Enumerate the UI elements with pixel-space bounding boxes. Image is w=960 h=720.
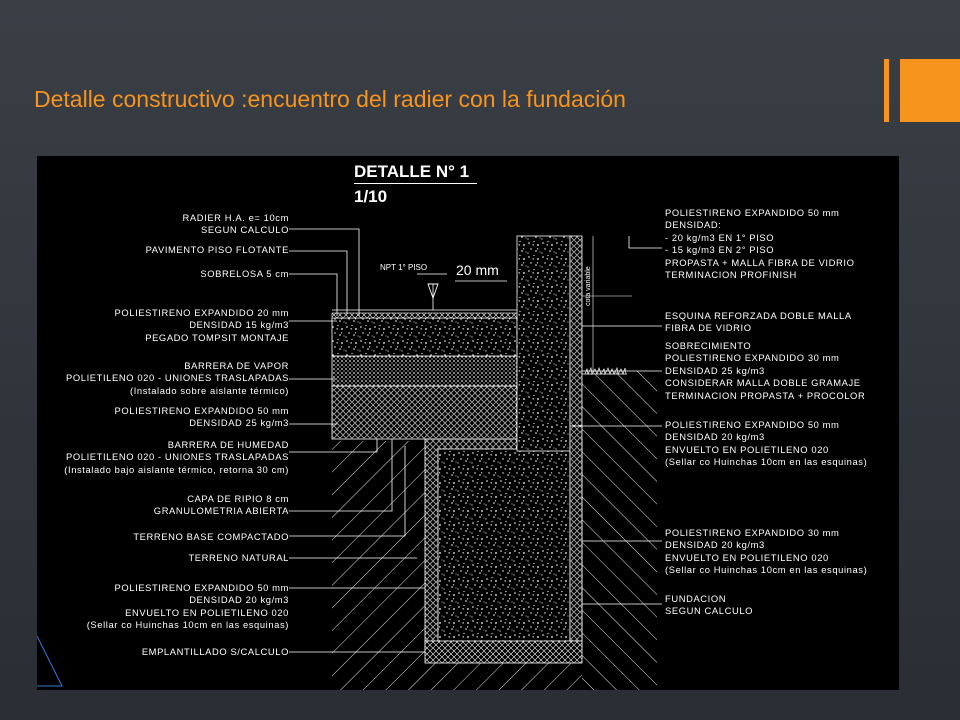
- left-label-sobrelosa: SOBRELOSA 5 cm: [200, 268, 289, 279]
- right-label-poliestireno-30-fund: POLIESTIRENO EXPANDIDO 30 mm DENSIDAD 20 kg/m3 ENVUELTO EN POLIETILENO 020 (Sellar co Huinchas 10cm en las esquinas): [665, 527, 868, 576]
- wall-concrete: [517, 236, 570, 451]
- left-label-radier: RADIER H.A. e= 10cm SEGUN CALCULO: [182, 212, 289, 236]
- foundation-concrete: [438, 449, 570, 649]
- left-label-pavimento: PAVIMENTO PISO FLOTANTE: [145, 244, 289, 255]
- slide-title: Detalle constructivo :encuentro del radier con la fundación: [34, 86, 626, 112]
- right-label-sobrecimiento: SOBRECIMIENTO POLIESTIRENO EXPANDIDO 30 mm DENSIDAD 25 kg/m3 CONSIDERAR MALLA DOBLE GRAMAJE TERMINACION PROPASTA + PROCOLOR: [665, 340, 866, 401]
- polystyrene-layer: [332, 356, 517, 386]
- right-label-fundacion: FUNDACION SEGUN CALCULO: [665, 593, 754, 617]
- cad-drawing: [37, 156, 899, 690]
- slab-layer: [332, 318, 517, 356]
- right-label-poliestireno-muro: POLIESTIRENO EXPANDIDO 50 mm DENSIDAD: - 20 kg/m3 EN 1° PISO - 15 kg/m3 EN 2° PISO PROPASTA + MALLA FIBRA DE VIDRIO TERMINACION PROFINISH: [665, 207, 855, 281]
- floor-finish-layer: [332, 313, 517, 318]
- left-label-terreno-base: TERRENO BASE COMPACTADO: [133, 531, 289, 542]
- detail-title: DETALLE N° 1: [354, 161, 477, 184]
- left-label-emplantillado: EMPLANTILLADO S/CALCULO: [141, 646, 289, 657]
- left-label-poliestireno-50: POLIESTIRENO EXPANDIDO 50 mm DENSIDAD 25 kg/m3: [114, 405, 289, 429]
- accent-bar-thin: [884, 59, 889, 122]
- dimension-label: 20 mm: [456, 262, 499, 278]
- left-label-ripio: CAPA DE RIPIO 8 cm GRANULOMETRIA ABIERTA: [153, 493, 289, 517]
- ucs-marker: [37, 636, 62, 686]
- accent-bar-thick: [900, 59, 960, 122]
- npt-label: NPT 1° PISO: [380, 263, 428, 272]
- left-label-barrera-vapor: BARRERA DE VAPOR POLIETILENO 020 - UNIONES TRASLAPADAS (Instalado sobre aislante térmico): [66, 360, 289, 396]
- wall-insulation: [570, 236, 582, 641]
- right-label-poliestireno-50-fund: POLIESTIRENO EXPANDIDO 50 mm DENSIDAD 20 kg/m3 ENVUELTO EN POLIETILENO 020 (Sellar co Huinchas 10cm en las esquinas): [665, 419, 868, 468]
- right-label-esquina: ESQUINA REFORZADA DOBLE MALLA FIBRA DE VIDRIO: [665, 310, 852, 334]
- left-label-poliestireno-fundacion: POLIESTIRENO EXPANDIDO 50 mm DENSIDAD 20 kg/m3 ENVUELTO EN POLIETILENO 020 (Sellar co Huinchas 10cm en las esquinas): [86, 582, 289, 631]
- left-label-barrera-humedad: BARRERA DE HUMEDAD POLIETILENO 020 - UNIONES TRASLAPADAS (Instalado bajo aislante térmico, retorna 30 cm): [64, 439, 289, 475]
- left-label-poliestireno-20: POLIESTIRENO EXPANDIDO 20 mm DENSIDAD 15 kg/m3 PEGADO TOMPSIT MONTAJE: [114, 307, 289, 343]
- gravel-layer: [332, 386, 517, 439]
- left-label-terreno-natural: TERRENO NATURAL: [188, 552, 289, 563]
- detail-title-block: [354, 161, 477, 208]
- cota-label: cota variable: [585, 266, 592, 306]
- detail-scale: 1/10: [354, 187, 388, 206]
- emplantillado: [425, 641, 582, 663]
